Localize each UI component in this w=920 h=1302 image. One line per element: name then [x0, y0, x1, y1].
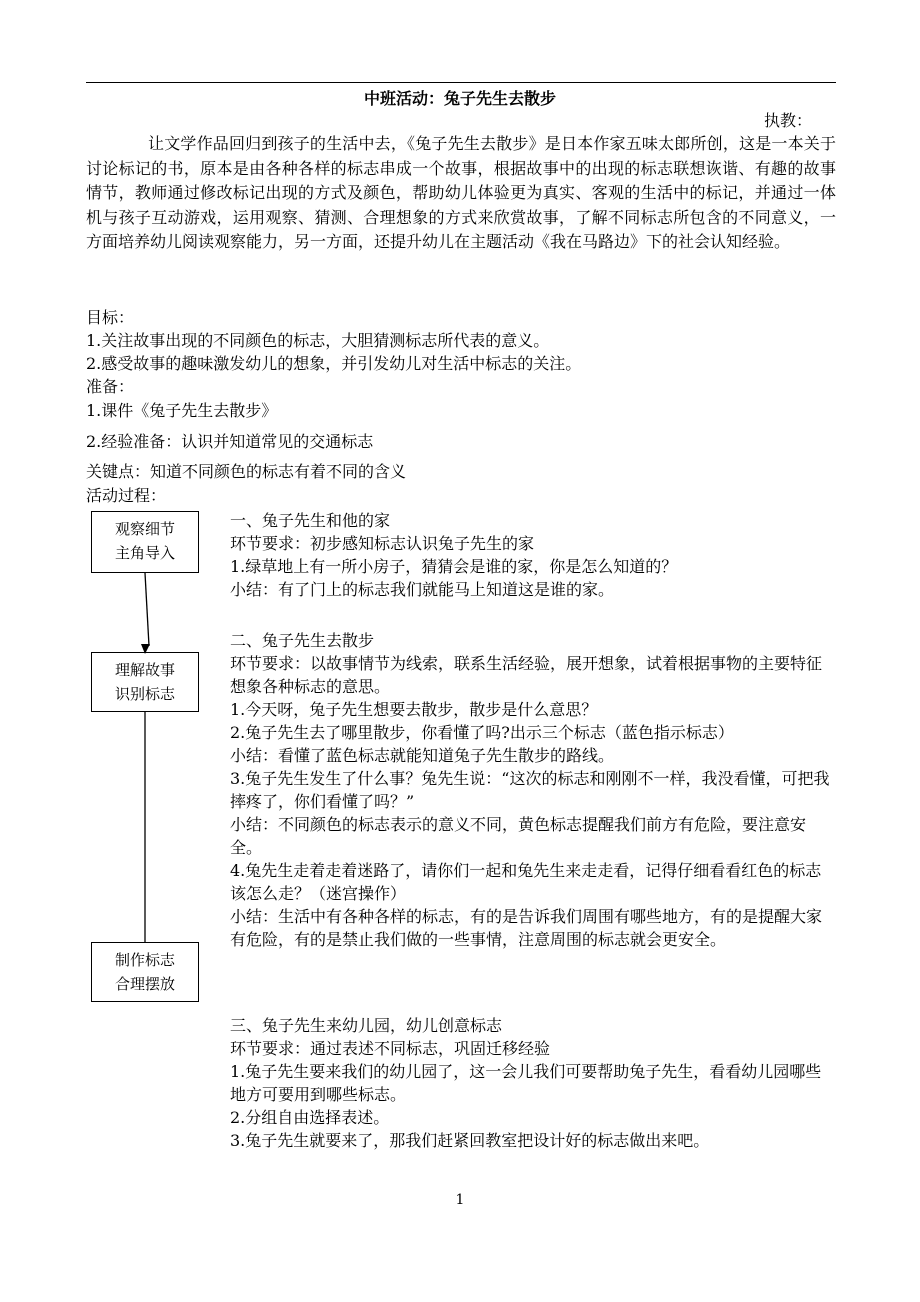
section-line: 1.兔子先生要来我们的幼儿园了，这一会儿我们可要帮助兔子先生，看看幼儿园哪些地方可要用到哪些标志。: [230, 1062, 822, 1104]
section-line: 2.兔子先生去了哪里散步，你看懂了吗?出示三个标志（蓝色指示标志）: [230, 723, 734, 742]
teacher-label: 执教：: [764, 111, 813, 130]
page-title: 中班活动：兔子先生去散步: [363, 89, 556, 108]
page-number: 1: [455, 1192, 465, 1208]
section-summary: 小结：生活中有各种各样的标志，有的是告诉我们周围有哪些地方，有的是提醒大家有危险，有的是禁止我们做的一些事情，注意周围的标志就会更安全。: [230, 907, 823, 949]
flow-box-understand: [91, 652, 199, 712]
prep-item: 2.经验准备：认识并知道常见的交通标志: [86, 432, 374, 451]
section-summary: 小结：有了门上的标志我们就能马上知道这是谁的家。: [230, 580, 615, 599]
section-line: 4.兔先生走着走着迷路了，请你们一起和兔先生来走走看，记得仔细看看红色的标志该怎么走？（迷宫操作）: [230, 861, 822, 903]
section-summary: 小结：看懂了蓝色标志就能知道兔子先生散步的路线。: [230, 746, 615, 765]
flow-box-observe: [91, 511, 199, 573]
flow-box-make: [91, 942, 199, 1002]
section-heading: 三、兔子先生来幼儿园，幼儿创意标志: [230, 1016, 503, 1035]
prep-heading: 准备：: [86, 377, 135, 396]
section-summary: 小结：不同颜色的标志表示的意义不同，黄色标志提醒我们前方有危险，要注意安全。: [230, 815, 807, 857]
flow-arrow-line: [145, 573, 149, 646]
section-1: [230, 509, 835, 601]
goal-item: 2.感受故事的趣味激发幼儿的想象，并引发幼儿对生活中标志的关注。: [86, 354, 582, 373]
goal-item: 1.关注故事出现的不同颜色的标志，大胆猜测标志所代表的意义。: [86, 331, 550, 350]
flow-box-text: 主角导入: [114, 544, 175, 562]
section-line: 3.兔子先生就要来了，那我们赶紧回教室把设计好的标志做出来吧。: [230, 1131, 710, 1150]
flow-box-text: 识别标志: [114, 685, 175, 703]
section-heading: 一、兔子先生和他的家: [230, 511, 391, 530]
section-3: [230, 1014, 835, 1152]
section-line: 2.分组自由选择表述。: [230, 1108, 390, 1127]
key-point: 关键点：知道不同颜色的标志有着不同的含义: [86, 462, 407, 481]
section-heading: 二、兔子先生去散步: [230, 631, 375, 650]
goals-heading: 目标：: [86, 308, 135, 327]
section-2: [230, 629, 835, 951]
section-line: 1.绿草地上有一所小房子，猜猜会是谁的家，你是怎么知道的？: [230, 557, 678, 576]
prep-item: 1.课件《兔子先生去散步》: [86, 401, 278, 420]
flow-box-text: 理解故事: [114, 661, 175, 679]
flow-box-text: 合理摆放: [114, 975, 175, 993]
intro-paragraph: 让文学作品回归到孩子的生活中去，《兔子先生去散步》是日本作家五味太郎所创，这是一本关于讨论标记的书，原本是由各种各样的标志串成一个故事，根据故事中的出现的标志联想诙谐、有趣的故事情节，教师通过修改标记出现的方式及颜色，帮助幼儿体验更为真实、客观的生活中的标记，并通过一体机与孩子互动游戏，运用观察、猜测、合理想象的方式来欣赏故事，了解不同标志所包含的不同意义，一方面培养幼儿阅读观察能力，另一方面，还提升幼儿在主题活动《我在马路边》下的社会认知经验。: [86, 134, 836, 251]
flow-box-text: 观察细节: [114, 520, 175, 538]
section-requirement: 环节要求：初步感知标志认识兔子先生的家: [230, 534, 535, 553]
section-requirement: 环节要求：以故事情节为线索，联系生活经验，展开想象，试着根据事物的主要特征想象各种标志的意思。: [230, 654, 823, 696]
section-requirement: 环节要求：通过表述不同标志，巩固迁移经验: [230, 1039, 551, 1058]
section-line: 1.今天呀，兔子先生想要去散步，散步是什么意思？: [230, 700, 598, 719]
process-heading: 活动过程：: [86, 486, 167, 505]
flow-box-text: 制作标志: [114, 951, 175, 969]
section-line: 3.兔子先生发生了什么事？兔先生说：“这次的标志和刚刚不一样，我没看懂，可把我摔疼了，你们看懂了吗？”: [230, 769, 830, 811]
